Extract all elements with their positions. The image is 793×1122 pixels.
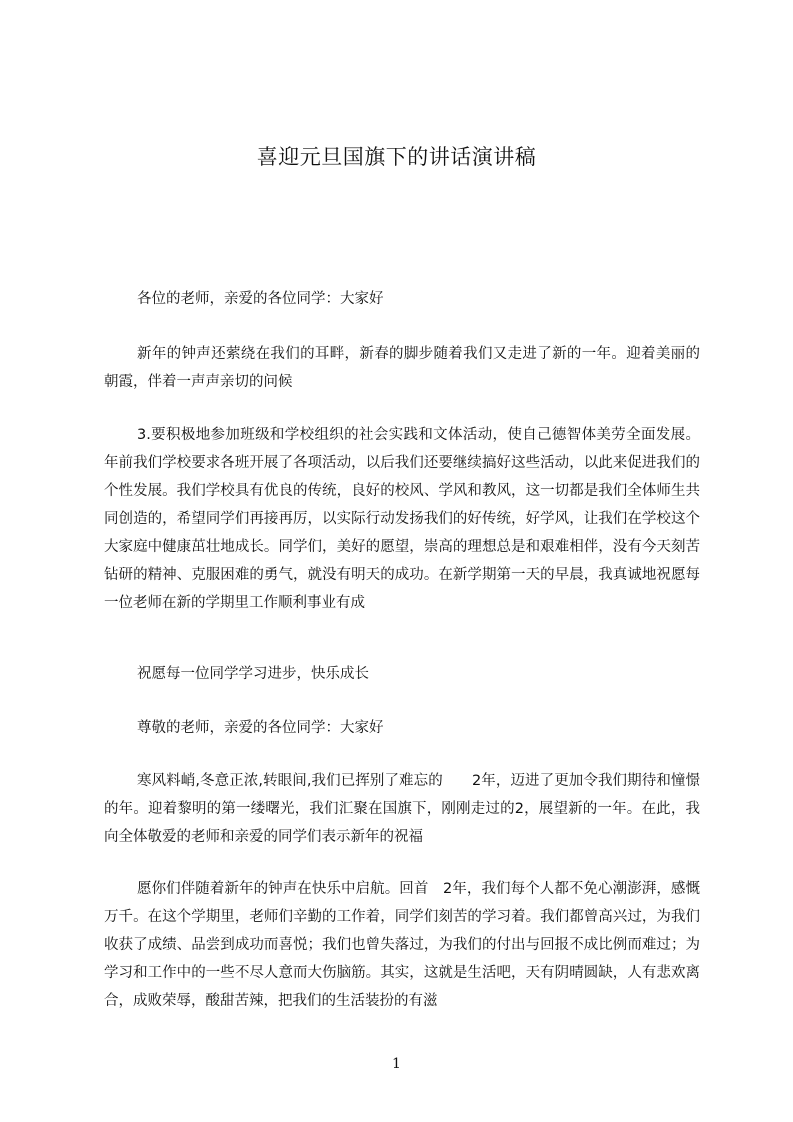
paragraph-new-year-bells: 新年的钟声还萦绕在我们的耳畔，新春的脚步随着我们又走进了新的一年。迎着美丽的朝霞，伴着一声声亲切的问候	[104, 346, 700, 390]
paragraph-set-sail: 愿你们伴随着新年的钟声在快乐中启航。回首 2年，我们每个人都不免心潮澎湃，感慨万千。在这个学期里，老师们辛勤的工作着，同学们刻苦的学习着。我们都曾高兴过，为我们收获了成绩、品尝到成功而喜悦；我们也曾失落过，为我们的付出与回报不成比例而难过；为学习和工作中的一些不尽人意而大伤脑筋。其实，这就是生活吧，天有阴晴圆缺，人有悲欢离合，成败荣辱，酸甜苦辣，把我们的生活装扮的有滋	[104, 881, 700, 1009]
page-number: 1	[392, 1056, 401, 1072]
paragraph-activities: 3.要积极地参加班级和学校组织的社会实践和文体活动，使自己德智体美劳全面发展。年前我们学校要求各班开展了各项活动，以后我们还要继续搞好这些活动，以此来促进我们的个性发展。我们学校具有优良的传统，良好的校风、学风和教风，这一切都是我们全体师生共同创造的，希望同学们再接再厉，以实际行动发扬我们的好传统，好学风，让我们在学校这个大家庭中健康茁壮地成长。同学们，美好的愿望，崇高的理想总是和艰难相伴，没有今天刻苦钻研的精神、克服困难的勇气，就没有明天的成功。在新学期第一天的早晨，我真诚地祝愿每一位老师在新的学期里工作顺利事业有成	[104, 427, 700, 611]
paragraph-cold-wind: 寒风料峭,冬意正浓,转眼间,我们已挥别了难忘的 2年，迈进了更加令我们期待和憧憬的年。迎着黎明的第一缕曙光，我们汇聚在国旗下，刚刚走过的2，展望新的一年。在此，我向全体敬爱的老师和亲爱的同学们表示新年的祝福	[104, 773, 700, 845]
paragraph-greeting: 各位的老师，亲爱的各位同学：大家好	[137, 291, 384, 307]
paragraph-greeting-2: 尊敬的老师，亲爱的各位同学：大家好	[137, 720, 384, 736]
paragraph-wish-students: 祝愿每一位同学学习进步，快乐成长	[137, 666, 369, 682]
document-title: 喜迎元旦国旗下的讲话演讲稿	[256, 145, 537, 169]
